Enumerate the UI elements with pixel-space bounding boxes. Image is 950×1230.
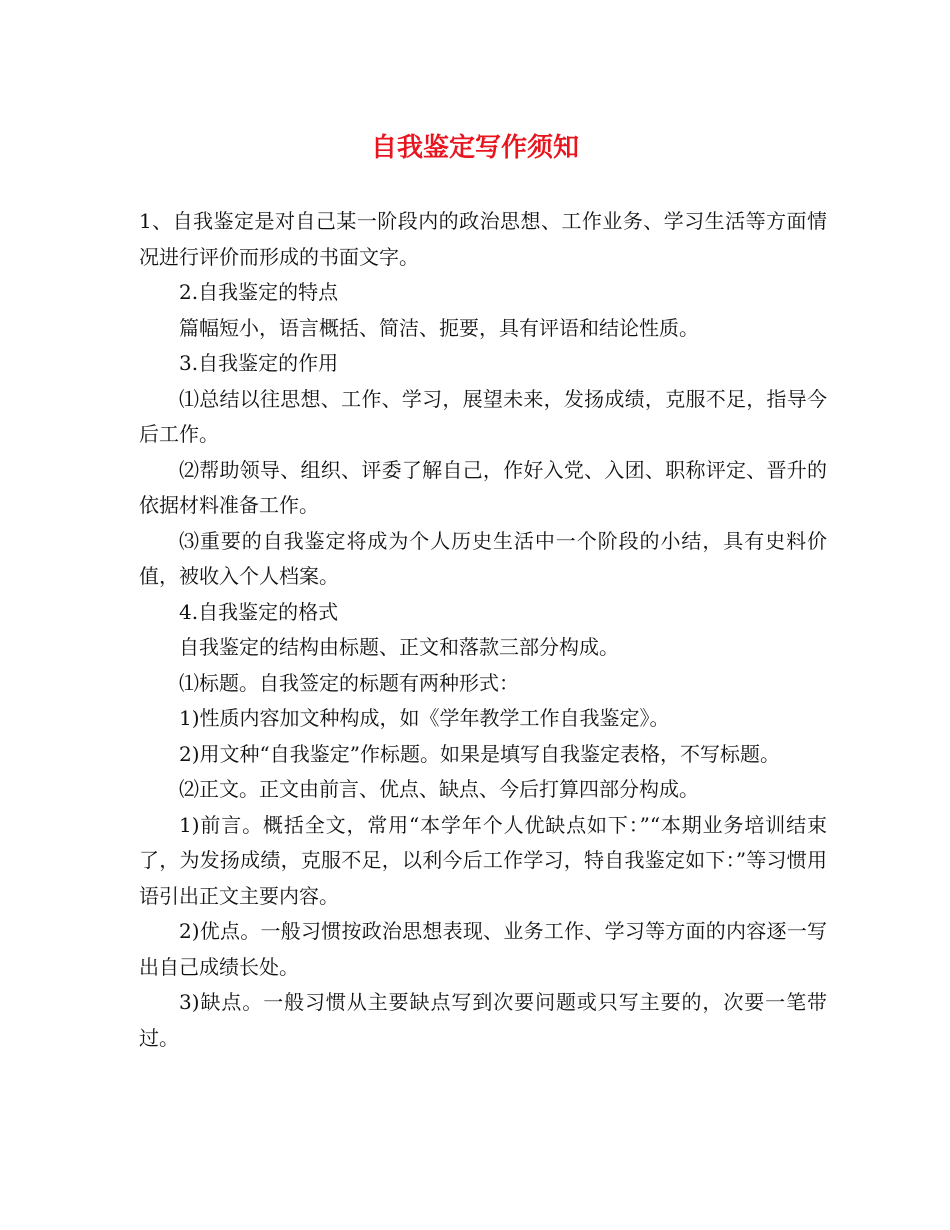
paragraph-15: 2)优点。一般习惯按政治思想表现、业务工作、学习等方面的内容逐一写出自己成绩长处。 <box>139 919 827 979</box>
paragraph-11: 1)性质内容加文种构成，如《学年教学工作自我鉴定》。 <box>179 706 670 730</box>
paragraph-2: 2.自我鉴定的特点 <box>179 280 339 304</box>
paragraph-5: ⑴总结以往思想、工作、学习，展望未来，发扬成绩，克服不足，指导今后工作。 <box>139 386 827 446</box>
paragraph-10: ⑴标题。自我签定的标题有两种形式： <box>179 670 519 695</box>
document-body <box>139 204 827 1056</box>
paragraph-8: 4.自我鉴定的格式 <box>179 599 339 624</box>
paragraph-1: 1、自我鉴定是对自己某一阶段内的政治思想、工作业务、学习生活等方面情况进行评价而形成的书面文字。 <box>139 209 827 269</box>
document-title: 自我鉴定写作须知 <box>370 133 579 163</box>
paragraph-7: ⑶重要的自我鉴定将成为个人历史生活中一个阶段的小结，具有史料价值，被收入个人档案。 <box>139 528 827 588</box>
paragraph-13: ⑵正文。正文由前言、优点、缺点、今后打算四部分构成。 <box>179 777 699 801</box>
paragraph-9: 自我鉴定的结构由标题、正文和落款三部分构成。 <box>179 635 619 659</box>
paragraph-12: 2)用文种“自我鉴定”作标题。如果是填写自我鉴定表格，不写标题。 <box>179 741 780 766</box>
paragraph-6: ⑵帮助领导、组织、评委了解自己，作好入党、入团、职称评定、晋升的依据材料准备工作。 <box>139 457 827 517</box>
paragraph-4: 3.自我鉴定的作用 <box>179 351 339 375</box>
paragraph-3: 篇幅短小，语言概括、简洁、扼要，具有评语和结论性质。 <box>179 315 699 340</box>
paragraph-14: 1)前言。概括全文，常用“本学年个人优缺点如下：”“本期业务培训结束了，为发扬成绩，克服不足，以利今后工作学习，特自我鉴定如下：”等习惯用语引出正文主要内容。 <box>139 812 827 908</box>
paragraph-16: 3)缺点。一般习惯从主要缺点写到次要问题或只写主要的，次要一笔带过。 <box>139 990 827 1050</box>
